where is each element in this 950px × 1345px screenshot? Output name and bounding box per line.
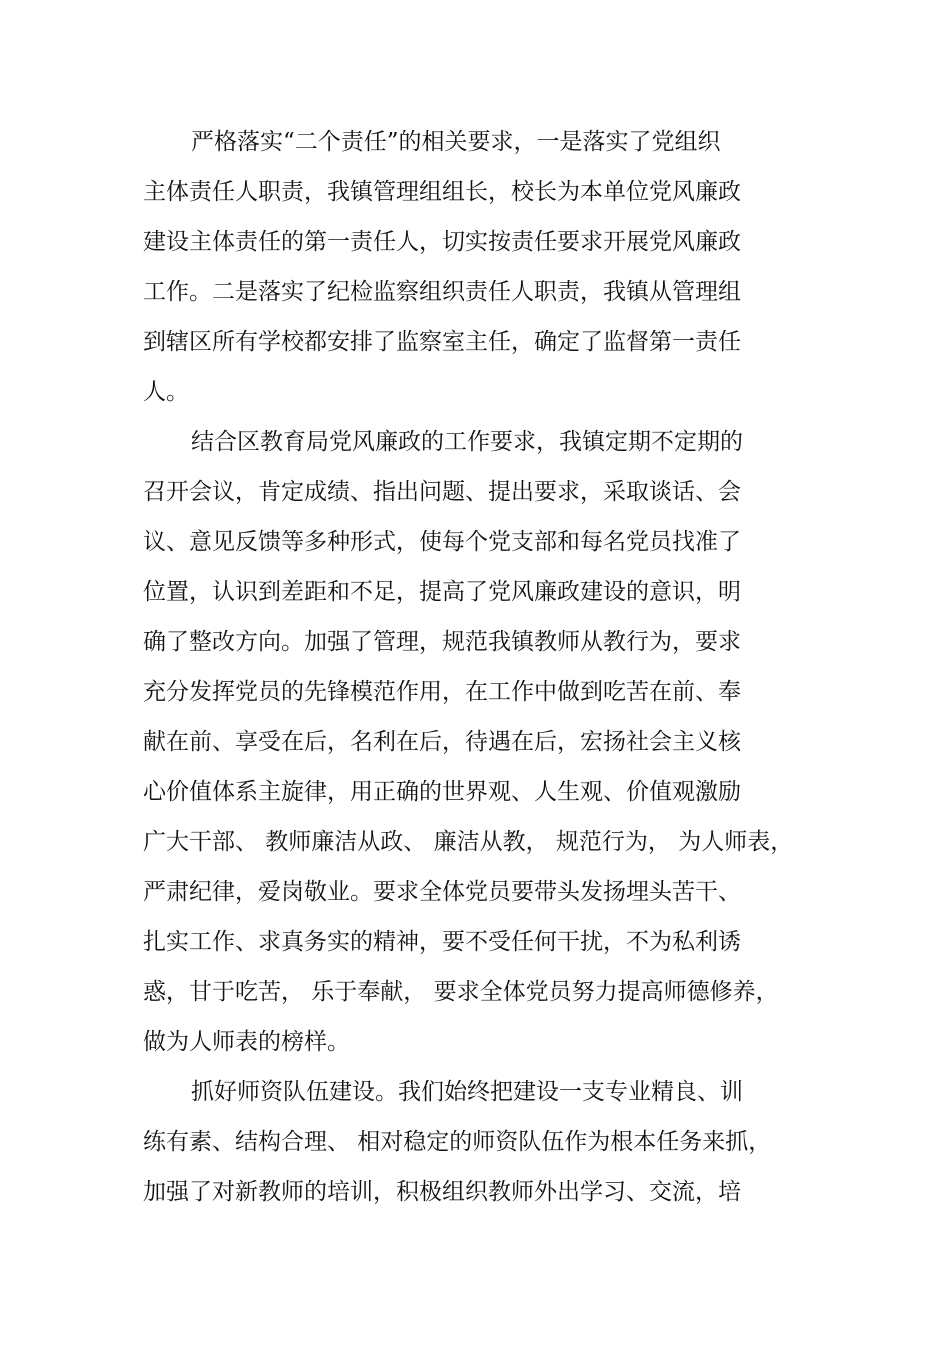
text-line: 严肃纪律，爱岗敬业。要求全体党员要带头发扬埋头苦干、 xyxy=(143,879,741,905)
text-line: 召开会议，肯定成绩、指出问题、提出要求，采取谈话、会 xyxy=(143,479,741,505)
text-line: 惑，甘于吃苦， 乐于奉献， 要求全体党员努力提高师德修养， xyxy=(143,979,779,1005)
text-line: 主体责任人职责，我镇管理组组长，校长为本单位党风廉政 xyxy=(143,179,741,205)
text-line: 心价值体系主旋律，用正确的世界观、人生观、价值观激励 xyxy=(143,779,741,805)
paragraph-2 xyxy=(143,422,793,1072)
text-line: 结合区教育局党风廉政的工作要求，我镇定期不定期的 xyxy=(191,429,743,455)
text-line: 人。 xyxy=(143,379,189,405)
text-line: 位置，认识到差距和不足，提高了党风廉政建设的意识，明 xyxy=(143,579,741,605)
text-line: 确了整改方向。加强了管理，规范我镇教师从教行为，要求 xyxy=(143,629,741,655)
text-line: 严格落实“二个责任”的相关要求，一是落实了党组织 xyxy=(191,129,721,155)
document-body xyxy=(143,122,793,1222)
paragraph-3 xyxy=(143,1072,793,1222)
text-line: 抓好师资队伍建设。我们始终把建设一支专业精良、训 xyxy=(191,1079,743,1105)
text-line: 做为人师表的榜样。 xyxy=(143,1029,350,1055)
text-line: 广大干部、 教师廉洁从政、 廉洁从教， 规范行为， 为人师表， xyxy=(143,829,794,855)
text-line: 建设主体责任的第一责任人，切实按责任要求开展党风廉政 xyxy=(143,229,741,255)
text-line: 议、意见反馈等多种形式，使每个党支部和每名党员找准了 xyxy=(143,529,741,555)
text-line: 练有素、结构合理、 相对稳定的师资队伍作为根本任务来抓， xyxy=(143,1129,772,1155)
text-line: 献在前、享受在后，名利在后，待遇在后，宏扬社会主义核 xyxy=(143,729,741,755)
text-line: 加强了对新教师的培训，积极组织教师外出学习、交流，培 xyxy=(143,1179,741,1205)
text-line: 充分发挥党员的先锋模范作用，在工作中做到吃苦在前、奉 xyxy=(143,679,741,705)
text-line: 工作。二是落实了纪检监察组织责任人职责，我镇从管理组 xyxy=(143,279,741,305)
text-line: 到辖区所有学校都安排了监察室主任，确定了监督第一责任 xyxy=(143,329,741,355)
paragraph-1 xyxy=(143,122,793,422)
text-line: 扎实工作、求真务实的精神，要不受任何干扰，不为私利诱 xyxy=(143,929,741,955)
